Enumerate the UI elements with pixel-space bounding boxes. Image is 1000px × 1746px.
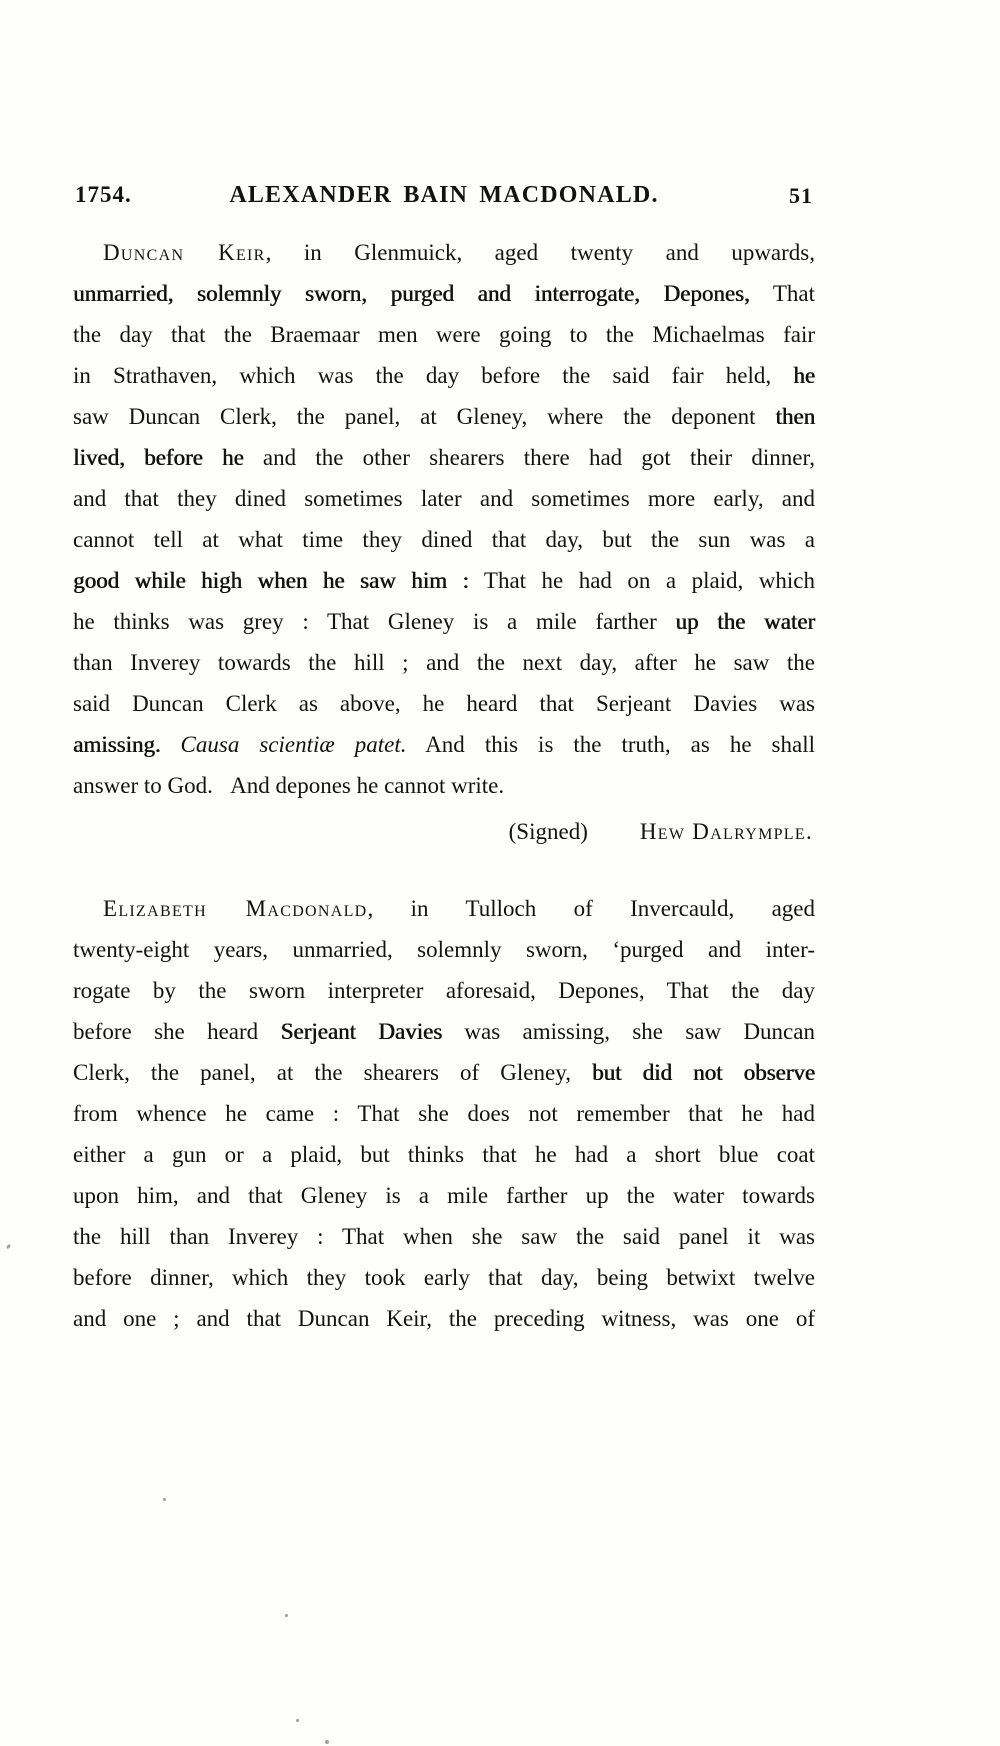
- page-text-block: [73, 232, 815, 1339]
- signature-row: [73, 811, 815, 852]
- signed-label: (Signed): [508, 819, 588, 844]
- scan-speck: [285, 1614, 288, 1617]
- scan-speck: [325, 1740, 329, 1744]
- paragraph-deposition-duncan-keir: [73, 232, 815, 806]
- scan-speck: [163, 1498, 166, 1501]
- text-line: and that they dined sometimes later and sometimes more early, and: [73, 486, 815, 511]
- page-number: 51: [789, 183, 813, 208]
- text-line: rogate by the sworn interpreter aforesaid, Depones, That the day: [73, 978, 815, 1003]
- text-line: he thinks was grey : That Gleney is a mile farther up the water: [73, 609, 815, 634]
- text-line: answer to God. And depones he cannot write.: [73, 773, 505, 798]
- text-line: Clerk, the panel, at the shearers of Gleney, but did not observe: [73, 1060, 815, 1085]
- text-line: from whence he came : That she does not remember that he had: [73, 1101, 815, 1126]
- text-line: said Duncan Clerk as above, he heard that Serjeant Davies was: [73, 691, 815, 716]
- text-line: the day that the Braemaar men were going to the Michaelmas fair: [73, 322, 815, 347]
- text-line: before dinner, which they took early that day, being betwixt twelve: [73, 1265, 815, 1290]
- text-line: the hill than Inverey : That when she saw the said panel it was: [73, 1224, 815, 1249]
- text-line: good while high when he saw him : That he had on a plaid, which: [73, 568, 815, 593]
- text-line: and one ; and that Duncan Keir, the preceding witness, was one of: [73, 1306, 815, 1331]
- text-line: in Strathaven, which was the day before the said fair held, he: [73, 363, 815, 388]
- scan-speck: [296, 1719, 299, 1722]
- text-line: amissing. Causa scientiæ patet. And this is the truth, as he shall: [73, 732, 815, 757]
- text-line: either a gun or a plaid, but thinks that he had a short blue coat: [73, 1142, 815, 1167]
- text-line: cannot tell at what time they dined that day, but the sun was a: [73, 527, 815, 552]
- text-line: lived, before he and the other shearers there had got their dinner,: [73, 445, 815, 470]
- scan-speck: [6, 1244, 11, 1250]
- text-line: unmarried, solemnly sworn, purged and interrogate, Depones, That: [73, 281, 815, 306]
- text-line: Duncan Keir, in Glenmuick, aged twenty and upwards,: [103, 240, 816, 265]
- running-header: [73, 182, 815, 216]
- signature-name: Hew Dalrymple.: [639, 819, 813, 844]
- text-line: twenty-eight years, unmarried, solemnly sworn, ‘purged and inter-: [73, 937, 815, 962]
- text-line: before she heard Serjeant Davies was amissing, she saw Duncan: [73, 1019, 815, 1044]
- running-title: ALEXANDER BAIN MACDONALD.: [229, 182, 659, 208]
- text-line: saw Duncan Clerk, the panel, at Gleney, where the deponent then: [73, 404, 815, 429]
- text-line: Elizabeth Macdonald, in Tulloch of Invercauld, aged: [103, 896, 815, 921]
- text-line: upon him, and that Gleney is a mile farther up the water towards: [73, 1183, 815, 1208]
- paragraph-deposition-elizabeth-macdonald: [73, 888, 815, 1339]
- header-year: 1754.: [75, 182, 132, 207]
- text-line: than Inverey towards the hill ; and the next day, after he saw the: [73, 650, 815, 675]
